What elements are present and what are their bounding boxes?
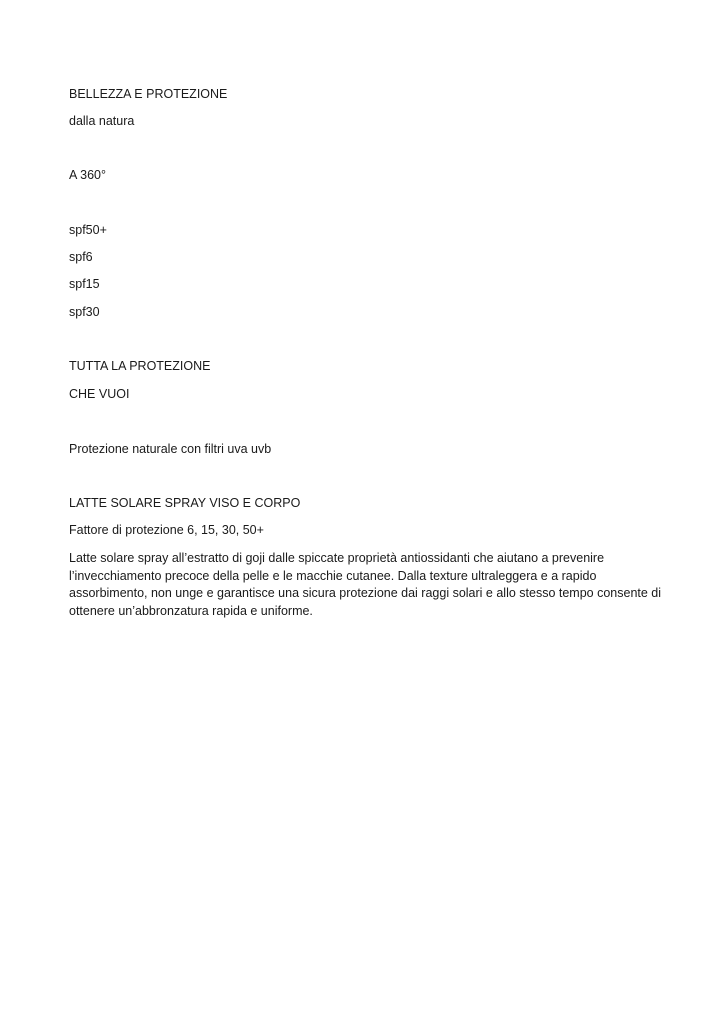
heading-from-nature: dalla natura (69, 114, 135, 128)
tagline-you-want: CHE VUOI (69, 387, 130, 401)
product-title: LATTE SOLARE SPRAY VISO E CORPO (69, 496, 301, 510)
heading-beauty-protection: BELLEZZA E PROTEZIONE (69, 87, 228, 101)
description-line: Latte solare spray all’estratto di goji dalle spiccate proprietà antiossidanti che aiutano a prevenire (69, 551, 605, 565)
spf-item: spf50+ (69, 223, 107, 237)
product-description (69, 550, 662, 621)
description-line: l’invecchiamento precoce della pelle e le macchie cutanee. Dalla texture ultraleggera e a rapido (69, 568, 597, 583)
spf-item: spf15 (69, 277, 100, 291)
spf-item: spf6 (69, 250, 93, 264)
spf-item: spf30 (69, 305, 100, 319)
filters-text: Protezione naturale con filtri uva uvb (69, 442, 272, 456)
protection-factor: Fattore di protezione 6, 15, 30, 50+ (69, 523, 264, 537)
description-line: assorbimento, non unge e garantisce una sicura protezione dai raggi solari e allo stesso tempo consente di (69, 586, 662, 601)
tagline-all-protection: TUTTA LA PROTEZIONE (69, 359, 211, 373)
description-line: ottenere un’abbronzatura rapida e uniforme. (69, 604, 313, 619)
angle-label: A 360° (69, 168, 106, 182)
